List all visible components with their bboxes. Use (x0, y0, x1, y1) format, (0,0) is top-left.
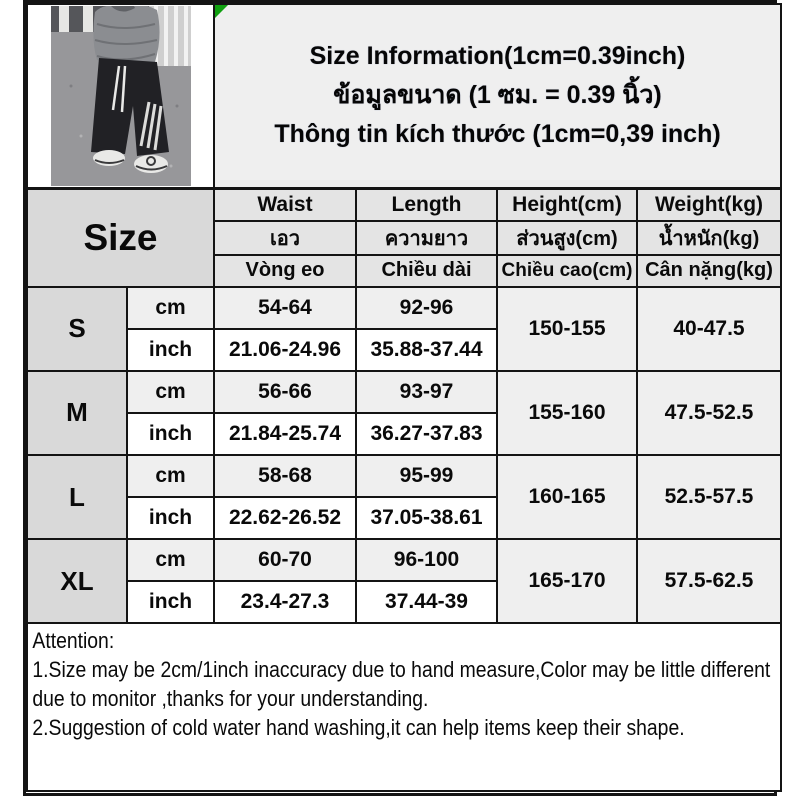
page-title-en: Size Information(1cm=0.39inch) (309, 42, 686, 71)
size-chart-sheet (23, 0, 777, 796)
cell-s-waist-cm: 54-64 (214, 287, 356, 329)
cell-s-weight: 40-47.5 (637, 287, 781, 371)
cell-xl-waist-inch: 23.4-27.3 (214, 581, 356, 623)
green-corner-marker-icon (215, 5, 228, 18)
col-header-weight-en: Weight(kg) (637, 188, 781, 220)
unit-cm-label: cm (127, 455, 214, 497)
title-block (214, 4, 781, 188)
size-xl-label: XL (27, 539, 127, 623)
cell-m-waist-inch: 21.84-25.74 (214, 413, 356, 455)
size-l-label: L (27, 455, 127, 539)
col-header-height-th: ส่วนสูง(cm) (497, 221, 637, 255)
cell-l-height: 160-165 (497, 455, 637, 539)
cell-l-length-cm: 95-99 (356, 455, 497, 497)
col-header-weight-vi: Cân nặng(kg) (637, 255, 781, 287)
cell-m-length-inch: 36.27-37.83 (356, 413, 497, 455)
cell-l-length-inch: 37.05-38.61 (356, 497, 497, 539)
size-chart-table (26, 3, 782, 792)
attention-heading: Attention: (32, 628, 115, 654)
attention-section (27, 623, 781, 791)
cell-m-height: 155-160 (497, 371, 637, 455)
col-header-weight-th: น้ำหนัก(kg) (637, 221, 781, 255)
cell-xl-weight: 57.5-62.5 (637, 539, 781, 623)
cell-xl-waist-cm: 60-70 (214, 539, 356, 581)
cell-s-waist-inch: 21.06-24.96 (214, 329, 356, 371)
col-header-waist-en: Waist (214, 188, 356, 220)
cell-m-weight: 47.5-52.5 (637, 371, 781, 455)
cell-l-weight: 52.5-57.5 (637, 455, 781, 539)
page-title-vi: Thông tin kích thước (1cm=0,39 inch) (274, 120, 721, 149)
col-header-height-vi: Chiều cao(cm) (497, 255, 637, 287)
cell-xl-length-inch: 37.44-39 (356, 581, 497, 623)
cell-s-length-inch: 35.88-37.44 (356, 329, 497, 371)
cell-s-length-cm: 92-96 (356, 287, 497, 329)
product-photo (51, 6, 191, 186)
unit-inch-label: inch (127, 413, 214, 455)
unit-cm-label: cm (127, 287, 214, 329)
cell-xl-height: 165-170 (497, 539, 637, 623)
product-photo-cell (27, 4, 214, 188)
col-header-waist-th: เอว (214, 221, 356, 255)
size-header-cell: Size (27, 188, 214, 286)
cell-xl-length-cm: 96-100 (356, 539, 497, 581)
attention-note-2: 2.Suggestion of cold water hand washing,it can help items keep their shape. (32, 715, 685, 741)
cell-s-height: 150-155 (497, 287, 637, 371)
unit-inch-label: inch (127, 497, 214, 539)
size-m-label: M (27, 371, 127, 455)
unit-inch-label: inch (127, 581, 214, 623)
unit-cm-label: cm (127, 371, 214, 413)
attention-note-1: 1.Size may be 2cm/1inch inaccuracy due to hand measure,Color may be little different due to monitor ,thanks for your understanding. (32, 657, 771, 712)
unit-inch-label: inch (127, 329, 214, 371)
col-header-length-vi: Chiều dài (356, 255, 497, 287)
cell-l-waist-inch: 22.62-26.52 (214, 497, 356, 539)
unit-cm-label: cm (127, 539, 214, 581)
col-header-waist-vi: Vòng eo (214, 255, 356, 287)
cell-m-length-cm: 93-97 (356, 371, 497, 413)
col-header-length-th: ความยาว (356, 221, 497, 255)
page-title-th: ข้อมูลขนาด (1 ซม. = 0.39 นิ้ว) (333, 81, 662, 110)
col-header-length-en: Length (356, 188, 497, 220)
col-header-height-en: Height(cm) (497, 188, 637, 220)
cell-l-waist-cm: 58-68 (214, 455, 356, 497)
size-s-label: S (27, 287, 127, 371)
cell-m-waist-cm: 56-66 (214, 371, 356, 413)
